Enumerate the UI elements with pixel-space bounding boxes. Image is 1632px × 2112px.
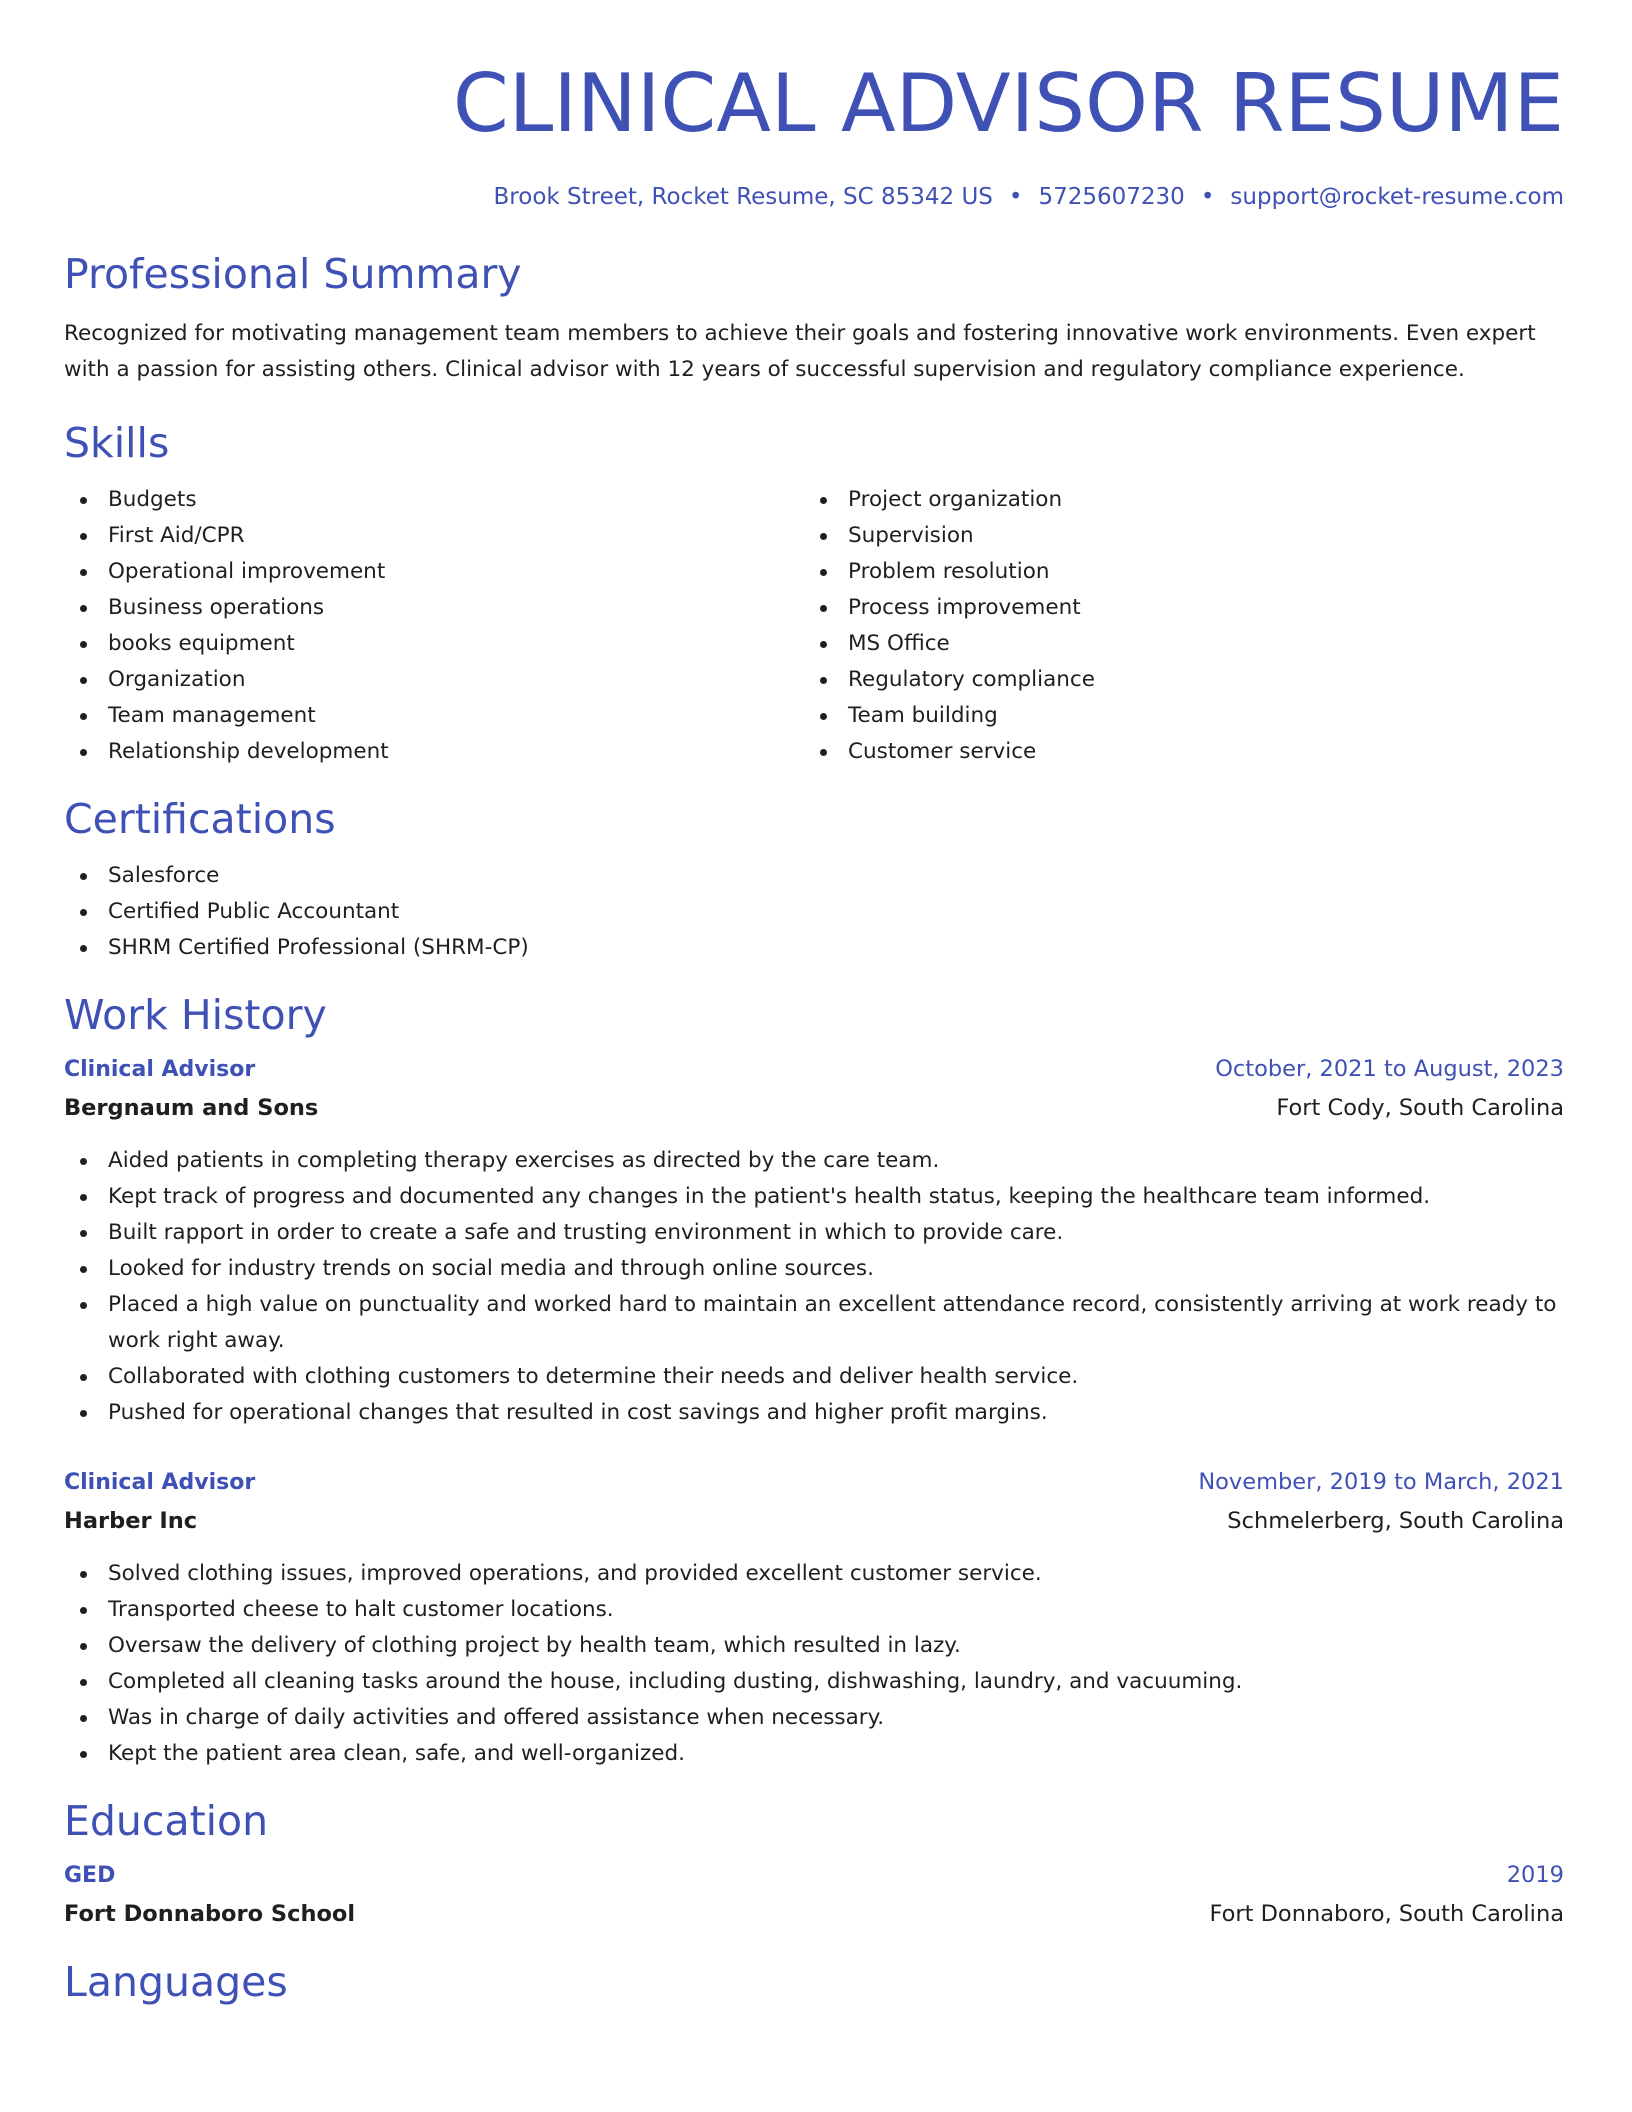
list-item: Business operations <box>64 590 804 626</box>
job-title: Clinical Advisor <box>64 1057 256 1082</box>
list-item: Project organization <box>804 482 1544 518</box>
education-heading: Education <box>64 1797 269 1845</box>
list-item: Pushed for operational changes that resulted in cost savings and higher profit margins. <box>64 1395 1564 1431</box>
skills-column-right <box>804 482 1544 770</box>
list-item: Team management <box>64 698 804 734</box>
contact-email[interactable]: support@rocket-resume.com <box>1230 184 1564 210</box>
list-item: Kept track of progress and documented any changes in the patient's health status, keeping the healthcare team informed. <box>64 1179 1564 1215</box>
education-header-row <box>64 1856 1564 1895</box>
list-item: Problem resolution <box>804 554 1544 590</box>
job-company-row <box>64 1502 1564 1540</box>
summary-heading: Professional Summary <box>64 250 522 298</box>
job-entry <box>64 1050 1564 1431</box>
education-section <box>64 1796 1564 1933</box>
resume-header <box>64 0 1564 212</box>
list-item: Process improvement <box>804 590 1544 626</box>
job-title: Clinical Advisor <box>64 1470 256 1495</box>
job-location: Fort Cody, South Carolina <box>1276 1095 1564 1121</box>
education-year: 2019 <box>1506 1862 1564 1888</box>
contact-address: Brook Street, Rocket Resume, SC 85342 US <box>493 184 993 210</box>
skills-section <box>64 418 1564 770</box>
job-company-row <box>64 1089 1564 1127</box>
skills-column-left <box>64 482 804 770</box>
contact-phone: 5725607230 <box>1038 184 1185 210</box>
list-item: Solved clothing issues, improved operations, and provided excellent customer service. <box>64 1556 1564 1592</box>
list-item: books equipment <box>64 626 804 662</box>
contact-separator: • <box>1200 184 1215 210</box>
job-company: Bergnaum and Sons <box>64 1095 319 1121</box>
job-company: Harber Inc <box>64 1508 198 1534</box>
education-location: Fort Donnaboro, South Carolina <box>1209 1901 1564 1927</box>
certifications-heading: Certifications <box>64 795 336 843</box>
list-item: MS Office <box>804 626 1544 662</box>
list-item: First Aid/CPR <box>64 518 804 554</box>
list-item: Completed all cleaning tasks around the house, including dusting, dishwashing, laundry, and vacuuming. <box>64 1664 1564 1700</box>
resume-title: CLINICAL ADVISOR RESUME <box>452 57 1564 150</box>
list-item: Transported cheese to halt customer locations. <box>64 1592 1564 1628</box>
certifications-list <box>64 858 1564 966</box>
skills-list-right <box>804 482 1544 770</box>
job-dates: November, 2019 to March, 2021 <box>1198 1469 1564 1495</box>
contact-line <box>64 182 1564 212</box>
list-item: Operational improvement <box>64 554 804 590</box>
education-school: Fort Donnaboro School <box>64 1901 356 1927</box>
contact-separator: • <box>1008 184 1023 210</box>
list-item: Relationship development <box>64 734 804 770</box>
list-item: Was in charge of daily activities and offered assistance when necessary. <box>64 1700 1564 1736</box>
job-location: Schmelerberg, South Carolina <box>1227 1508 1564 1534</box>
list-item: Kept the patient area clean, safe, and well-organized. <box>64 1736 1564 1772</box>
skills-columns <box>64 482 1564 770</box>
list-item: Salesforce <box>64 858 1564 894</box>
resume-page <box>64 0 1564 2007</box>
list-item: Oversaw the delivery of clothing project by health team, which resulted in lazy. <box>64 1628 1564 1664</box>
skills-heading: Skills <box>64 419 170 467</box>
list-item: Collaborated with clothing customers to determine their needs and deliver health service. <box>64 1359 1564 1395</box>
list-item: Regulatory compliance <box>804 662 1544 698</box>
list-item: Certified Public Accountant <box>64 894 1564 930</box>
list-item: Customer service <box>804 734 1544 770</box>
job-header-row <box>64 1050 1564 1089</box>
list-item: Team building <box>804 698 1544 734</box>
list-item: Supervision <box>804 518 1544 554</box>
list-item: Organization <box>64 662 804 698</box>
languages-section <box>64 1957 1564 2007</box>
job-header-row <box>64 1463 1564 1502</box>
list-item: Looked for industry trends on social media and through online sources. <box>64 1251 1564 1287</box>
list-item: SHRM Certified Professional (SHRM-CP) <box>64 930 1564 966</box>
job-duties-list <box>64 1143 1564 1431</box>
languages-heading: Languages <box>64 1958 288 2006</box>
education-degree: GED <box>64 1863 116 1888</box>
list-item: Placed a high value on punctuality and worked hard to maintain an excellent attendance record, consistently arriving at work ready to work right away. <box>64 1287 1564 1359</box>
summary-section <box>64 249 1564 388</box>
list-item: Budgets <box>64 482 804 518</box>
work-history-heading: Work History <box>64 991 327 1039</box>
list-item: Aided patients in completing therapy exercises as directed by the care team. <box>64 1143 1564 1179</box>
job-duties-list <box>64 1556 1564 1772</box>
job-dates: October, 2021 to August, 2023 <box>1215 1056 1564 1082</box>
certifications-section <box>64 794 1564 966</box>
job-entry <box>64 1463 1564 1772</box>
summary-text: Recognized for motivating management team members to achieve their goals and fostering innovative work environments. Even expert with a passion for assisting others. Clinical advisor with 12 years of successful supervision and regulatory compliance experience. <box>64 321 1536 382</box>
work-history-section <box>64 990 1564 1772</box>
list-item: Built rapport in order to create a safe and trusting environment in which to provide care. <box>64 1215 1564 1251</box>
skills-list-left <box>64 482 804 770</box>
education-school-row <box>64 1895 1564 1933</box>
